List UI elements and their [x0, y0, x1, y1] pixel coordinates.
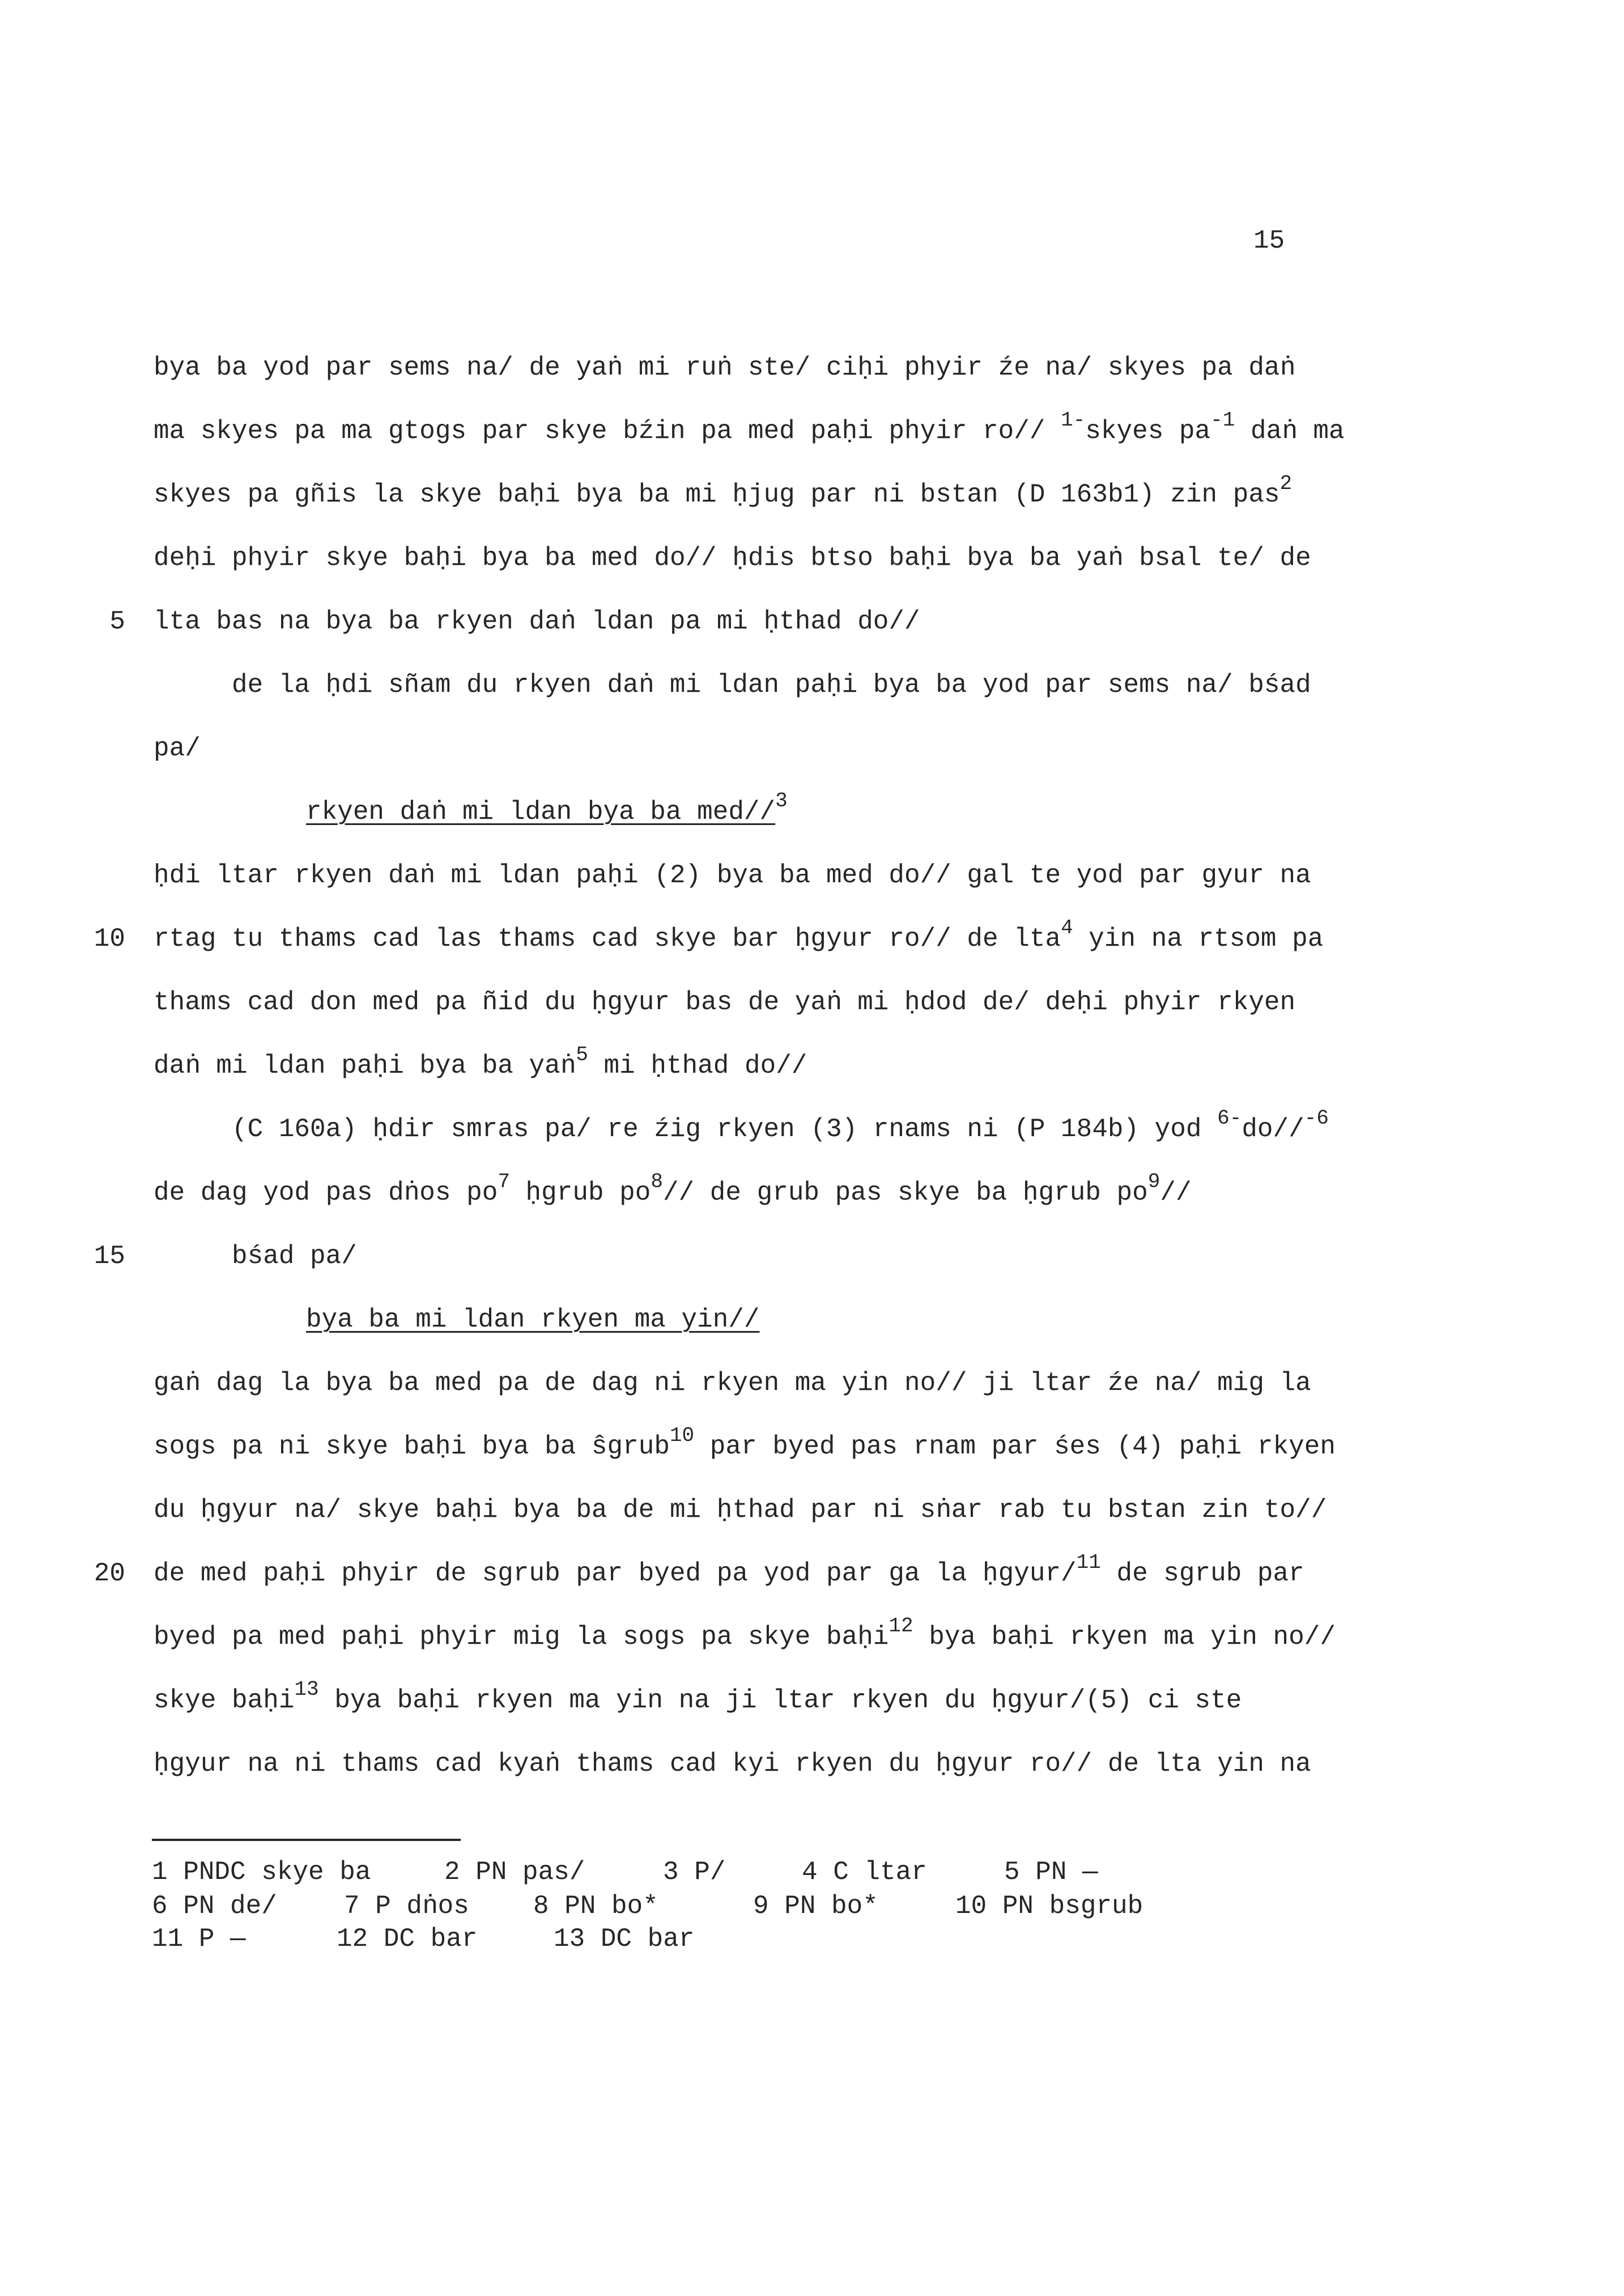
- line-text: ma skyes pa ma gtogs par skye bźin pa med paḥi phyir ro// $^{1-}$skyes $pa^{-1}$ daṅ ma: [154, 409, 1345, 446]
- text-run: de la ḥdi sñam du rkyen daṅ mi ldan paḥi bya ba yod par sems na/ bśad: [232, 670, 1311, 700]
- text-run: rkyen daṅ mi ldan bya ba med//: [306, 797, 776, 827]
- text-line: [0, 526, 1624, 590]
- line-text: [154, 526, 1311, 590]
- text-run: pa/: [154, 734, 201, 763]
- text-line: [0, 717, 1624, 780]
- text-run: lta bas na bya ba rkyen daṅ ldan pa mi ḥthad do//: [154, 607, 920, 636]
- line-number: 10: [93, 924, 125, 954]
- text-line: [0, 1732, 1624, 1796]
- line-text: daṅ mi ldan paḥi bya ba yaṅ$^5$ mi ḥthad do//: [154, 1043, 807, 1081]
- footnote-rule: [152, 1839, 461, 1841]
- text-line: [0, 1161, 1624, 1224]
- text-line: [0, 590, 1624, 653]
- text-run: bya ba yod par sems na/ de yaṅ mi ruṅ ste/ ciḥi phyir źe na/ skyes pa daṅ: [154, 353, 1296, 382]
- text-run: bśad pa/: [232, 1241, 357, 1271]
- text-line: [0, 971, 1624, 1034]
- section-heading: [0, 1288, 1624, 1351]
- heading-text: rkyen daṅ mi ldan bya ba med//$^3$: [306, 789, 788, 827]
- text-line: [0, 399, 1624, 463]
- footnote: 3 P/: [663, 1857, 726, 1887]
- footnote: 6 PN de/: [152, 1891, 277, 1921]
- text-run: (C 160a) ḥdir smras pa/ re źig rkyen (3) rnams ni (P 184b) yod: [232, 1115, 1218, 1144]
- line-number: 15: [93, 1241, 125, 1271]
- footnote: 1 PNDC skye ba: [152, 1857, 371, 1887]
- line-number: 5: [109, 607, 125, 636]
- footnote: 11 P —: [152, 1924, 246, 1954]
- heading-text: [306, 1288, 760, 1351]
- text-run: // de grub pas skye ba ḥgrub po: [662, 1178, 1148, 1207]
- line-text: [154, 1732, 1311, 1796]
- text-line: [0, 1542, 1624, 1605]
- text-line: [0, 1351, 1624, 1415]
- text-run: sogs pa ni skye baḥi bya ba ŝgrub: [154, 1432, 670, 1461]
- text-run: bya ba mi ldan rkyen ma yin//: [306, 1305, 760, 1334]
- text-line: [0, 844, 1624, 907]
- footnote: 8 PN bo*: [533, 1891, 658, 1921]
- text-run: du ḥgyur na/ skye baḥi bya ba de mi ḥthad par ni sṅar rab tu bstan zin to//: [154, 1495, 1327, 1525]
- line-text: [232, 653, 1311, 717]
- text-run: deḥi phyir skye baḥi bya ba med do// ḥdis btso baḥi bya ba yaṅ bsal te/ de: [154, 543, 1311, 573]
- text-run: ḥgyur na ni thams cad kyaṅ thams cad kyi rkyen du ḥgyur ro// de lta yin na: [154, 1749, 1311, 1779]
- text-run: bya baḥi rkyen ma yin no//: [913, 1622, 1336, 1652]
- line-text: (C 160a) ḥdir smras pa/ re źig rkyen (3) rnams ni (P 184b) yod $^{6-}$do//$^{-6}$: [232, 1107, 1329, 1144]
- text-run: daṅ ma: [1235, 416, 1345, 446]
- footnote: 2 PN pas/: [444, 1857, 585, 1887]
- text-line: [0, 907, 1624, 971]
- footnote: 13 DC bar: [554, 1924, 695, 1954]
- text-line: [0, 1605, 1624, 1669]
- footnote: 12 DC bar: [337, 1924, 478, 1954]
- footnote: 4 C ltar: [802, 1857, 927, 1887]
- line-text: [232, 1224, 357, 1288]
- line-text: de med paḥi phyir de sgrub par byed pa yod par ga la ḥgyur/$^{11}$ de sgrub par: [154, 1551, 1304, 1588]
- line-text: [154, 1351, 1311, 1415]
- footnote: 7 P dṅos: [344, 1891, 469, 1921]
- text-run: byed pa med paḥi phyir mig la sogs pa skye baḥi: [154, 1622, 889, 1652]
- text-run: yin na rtsom pa: [1073, 924, 1324, 954]
- page-number: 15: [1253, 226, 1285, 256]
- line-text: rtag tu thams cad las thams cad skye bar ḥgyur ro// de lta$^4$ yin na rtsom pa: [154, 916, 1324, 954]
- text-line: [0, 336, 1624, 399]
- line-text: [154, 717, 201, 780]
- text-line: [0, 1224, 1624, 1288]
- text-run: ḥgrub po: [509, 1178, 651, 1207]
- section-heading: [0, 780, 1624, 844]
- line-text: [154, 844, 1311, 907]
- text-run: de dag yod pas dṅos po: [154, 1178, 498, 1207]
- text-run: skyes pa gñis la skye baḥi bya ba mi ḥjug par ni bstan (D 163b1) zin pas: [154, 480, 1280, 509]
- footnote: 9 PN bo*: [753, 1891, 878, 1921]
- text-line: [0, 1034, 1624, 1098]
- text-run: de sgrub par: [1100, 1559, 1304, 1588]
- text-line: [0, 1415, 1624, 1478]
- line-text: [154, 971, 1295, 1034]
- text-run: do//: [1242, 1115, 1304, 1144]
- text-run: ma skyes pa ma gtogs par skye bźin pa med paḥi phyir ro//: [154, 416, 1061, 446]
- footnote: 10 PN bsgrub: [955, 1891, 1143, 1921]
- text-line: [0, 463, 1624, 526]
- line-text: sogs pa ni skye baḥi bya ba ŝgrub$^{10}$ par byed pas rnam par śes (4) paḥi rkyen: [154, 1424, 1336, 1461]
- text-run: mi ḥthad do//: [588, 1051, 807, 1081]
- text-run: skyes pa: [1085, 416, 1211, 446]
- footnote: 5 PN —: [1004, 1857, 1098, 1887]
- text-run: ḥdi ltar rkyen daṅ mi ldan paḥi (2) bya ba med do// gal te yod par gyur na: [154, 861, 1311, 890]
- line-text: [154, 1478, 1327, 1542]
- line-text: de dag yod pas dṅos $po^7$ ḥgrub $po^8//$ de grub pas skye ba ḥgrub $po^9//$: [154, 1170, 1192, 1207]
- line-text: [154, 590, 920, 653]
- text-run: thams cad don med pa ñid du ḥgyur bas de yaṅ mi ḥdod de/ deḥi phyir rkyen: [154, 988, 1296, 1017]
- text-line: [0, 1098, 1624, 1161]
- text-line: [0, 1669, 1624, 1732]
- line-text: skye baḥi$^{13}$ bya baḥi rkyen ma yin na ji ltar rkyen du ḥgyur/(5) ci ste: [154, 1678, 1242, 1715]
- text-line: [0, 1478, 1624, 1542]
- body-text: [0, 336, 1624, 1796]
- text-run: rtag tu thams cad las thams cad skye bar ḥgyur ro// de lta: [154, 924, 1061, 954]
- text-run: gaṅ dag la bya ba med pa de dag ni rkyen ma yin no// ji ltar źe na/ mig la: [154, 1368, 1311, 1398]
- text-line: [0, 653, 1624, 717]
- line-text: byed pa med paḥi phyir mig la sogs pa skye baḥi$^{12}$ bya baḥi rkyen ma yin no//: [154, 1614, 1336, 1652]
- text-run: //: [1160, 1178, 1192, 1207]
- text-run: par byed pas rnam par śes (4) paḥi rkyen: [694, 1432, 1336, 1461]
- text-run: de med paḥi phyir de sgrub par byed pa yod par ga la ḥgyur/: [154, 1559, 1077, 1588]
- text-run: bya baḥi rkyen ma yin na ji ltar rkyen du ḥgyur/(5) ci ste: [318, 1686, 1242, 1715]
- text-run: daṅ mi ldan paḥi bya ba yaṅ: [154, 1051, 576, 1081]
- line-number: 20: [93, 1559, 125, 1588]
- line-text: skyes pa gñis la skye baḥi bya ba mi ḥjug par ni bstan (D 163b1) zin pas$^2$: [154, 472, 1293, 509]
- text-run: skye baḥi: [154, 1686, 295, 1715]
- line-text: [154, 336, 1295, 399]
